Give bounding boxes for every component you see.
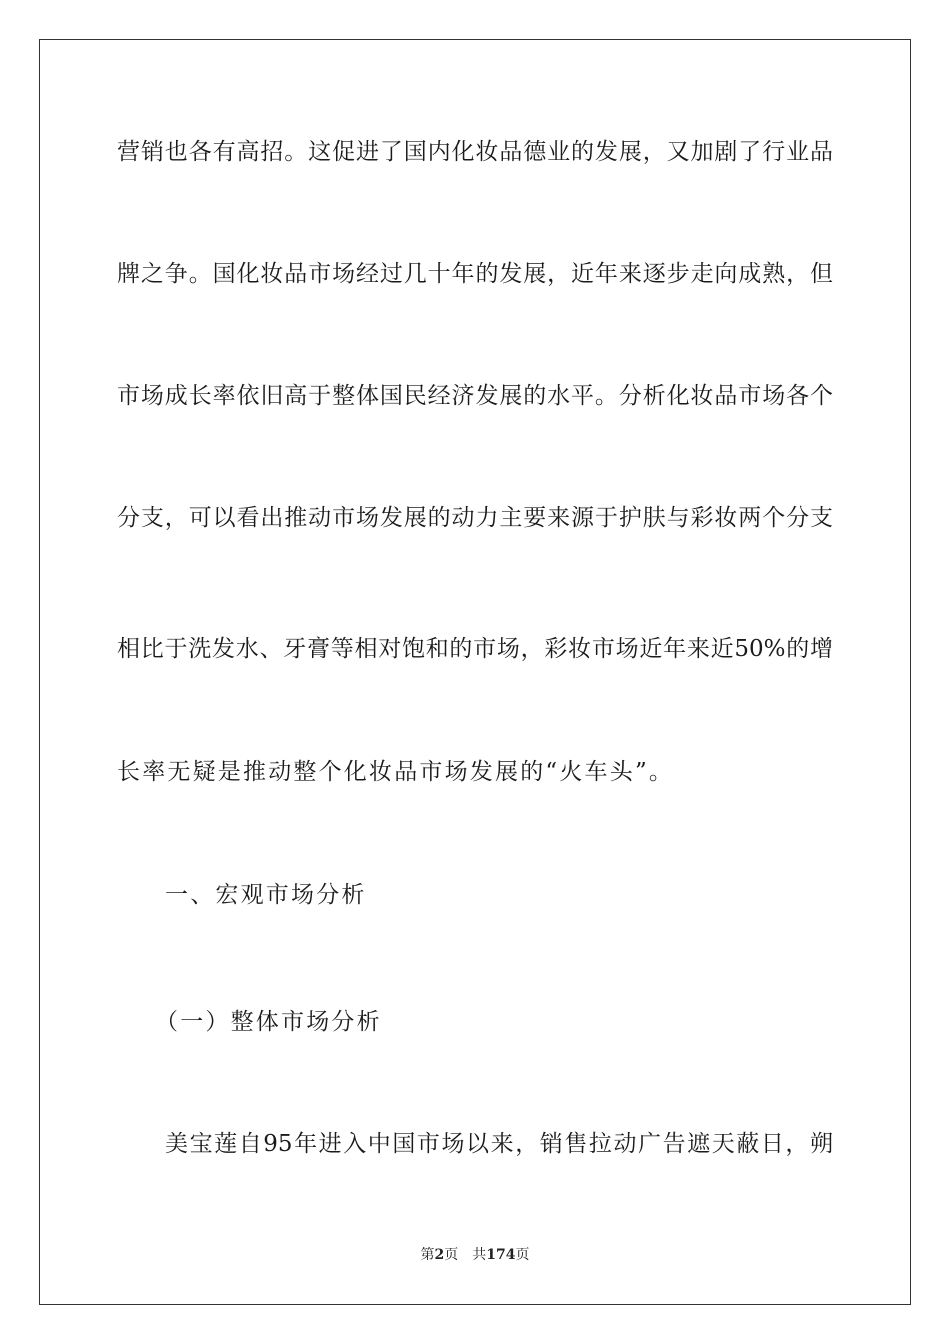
paragraph-line: 长率无疑是推动整个化妆品市场发展的“火车头”。	[117, 759, 675, 785]
page-border	[39, 39, 911, 1305]
paragraph-line: 牌之争。国化妆品市场经过几十年的发展，近年来逐步走向成熟，但	[117, 261, 833, 287]
footer-total-suffix: 页	[515, 1247, 530, 1263]
section-heading: 一、宏观市场分析	[165, 882, 367, 908]
paragraph-line: 相比于洗发水、牙膏等相对饱和的市场，彩妆市场近年来近50%的增	[117, 636, 833, 662]
subsection-heading: （一）整体市场分析	[155, 1009, 382, 1035]
footer-total-prefix: 共	[472, 1247, 487, 1263]
page-footer	[0, 1246, 950, 1264]
paragraph-line: 市场成长率依旧高于整体国民经济发展的水平。分析化妆品市场各个	[117, 383, 833, 409]
paragraph-line: 营销也各有高招。这促进了国内化妆品德业的发展，又加剧了行业品	[117, 139, 833, 165]
footer-prefix: 第	[420, 1247, 435, 1263]
total-page-count: 174	[486, 1247, 516, 1263]
paragraph-line: 分支，可以看出推动市场发展的动力主要来源于护肤与彩妆两个分支	[117, 505, 833, 531]
current-page-number: 2	[434, 1247, 445, 1263]
paragraph-line: 美宝莲自95年进入中国市场以来，销售拉动广告遮天蔽日，朔	[165, 1131, 833, 1157]
footer-page-suffix: 页	[444, 1247, 459, 1263]
